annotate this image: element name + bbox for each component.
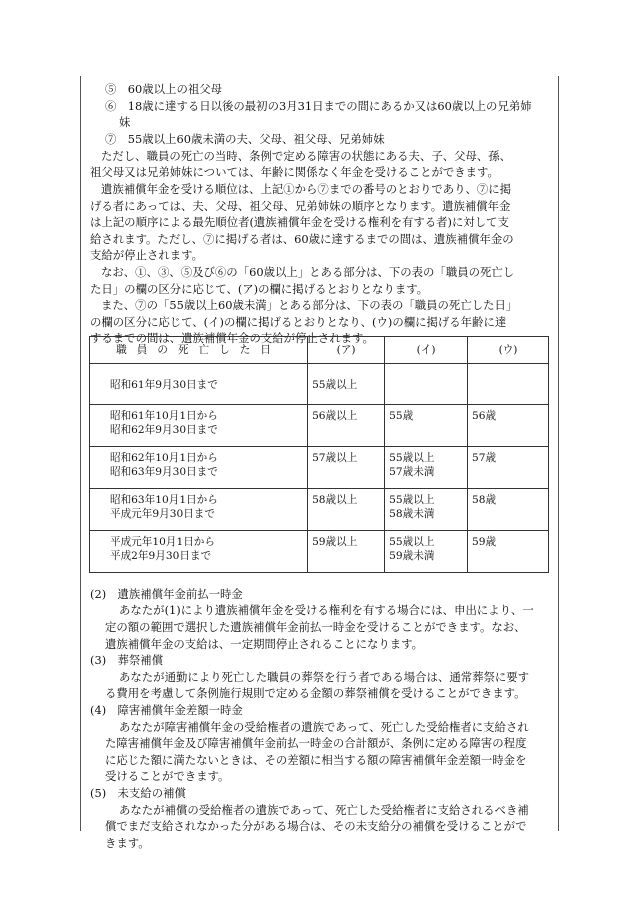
cell-date	[90, 531, 308, 573]
cell-date	[90, 489, 308, 531]
paragraph-line: なお、①、③、⑤及び⑥の「60歳以上」とある部分は、下の表の「職員の死亡し	[101, 265, 515, 279]
paragraph-line: するまでの間は、遺族補償年金の支給が停止されます。	[90, 331, 374, 345]
cell-date	[90, 364, 308, 405]
paragraph-line: 給されます。ただし、⑦に掲げる者は、60歳に達するまでの間は、遺族補償年金の	[90, 232, 514, 246]
paragraph-line: あなたが通勤により死亡した職員の葬祭を行う者である場合は、通常葬祭に要す	[119, 670, 530, 684]
cell-u: 57歳	[468, 447, 549, 489]
date-from: 平成元年10月1日から	[110, 536, 215, 548]
paragraph-line: の欄の区分に応じて、(イ)の欄に掲げるとおりとなり、(ウ)の欄に掲げる年齢に達	[90, 315, 507, 329]
cell-u: 56歳	[468, 405, 549, 447]
paragraph-line: あなたが(1)により遺族補償年金を受ける権利を有する場合には、申出により、一	[119, 603, 534, 617]
header-i: (イ)	[385, 337, 468, 364]
section-heading-2: (2) 遺族補償年金前払一時金	[90, 587, 243, 601]
paragraph-line: きます。	[105, 836, 150, 850]
paragraph-line: 償でまだ支給されなかった分がある場合は、その未支給分の補償を受けることがで	[105, 819, 527, 833]
list-item-6: ⑥ 18歳に達する日以後の最初の3月31日までの間にあるか又は60歳以上の兄弟姉	[105, 99, 532, 113]
table-row	[90, 489, 549, 531]
paragraph-line: る費用を考慮して条例施行規則で定める金額の葬祭補償を受けることができます。	[105, 686, 526, 700]
date-to: 平成元年9月30日まで	[110, 508, 215, 520]
paragraph-line: 遺族補償年金を受ける順位は、上記①から⑦までの番号のとおりであり、⑦に掲	[101, 182, 512, 196]
paragraph-line: た障害補償年金及び障害補償年金前払一時金の合計額が、条例に定める障害の程度	[105, 736, 527, 750]
paragraph-line: 支給が停止されます。	[90, 248, 203, 262]
paragraph-line: 祖父母又は兄弟姉妹については、年齢に関係なく年金を受けることができます。	[90, 165, 499, 179]
section-heading-3: (3) 葬祭補償	[90, 653, 164, 667]
right-border-line	[558, 76, 559, 831]
cell-i-line2: 57歳未満	[389, 466, 435, 478]
paragraph-line: に応じた額に満たないときは、その差額に相当する額の障害補償年金差額一時金を	[105, 753, 527, 767]
date-from: 昭和61年9月30日まで	[110, 379, 218, 391]
paragraph-line: また、⑦の「55歳以上60歳未満」とある部分は、下の表の「職員の死亡した日」	[101, 298, 518, 312]
cell-i-line1: 55歳以上	[389, 452, 435, 464]
cell-u: 58歳	[468, 489, 549, 531]
date-to: 昭和63年9月30日まで	[110, 466, 218, 478]
table-row	[90, 447, 549, 489]
paragraph-line: 受けることができます。	[105, 769, 230, 783]
cell-a: 59歳以上	[308, 531, 385, 573]
cell-i-line2: 59歳未満	[389, 550, 435, 562]
cell-u	[468, 364, 549, 405]
cell-date	[90, 447, 308, 489]
cell-a: 55歳以上	[308, 364, 385, 405]
list-item-5: ⑤ 60歳以上の祖父母	[105, 82, 223, 96]
cell-i-line2: 58歳未満	[389, 508, 435, 520]
paragraph-line: あなたが障害補償年金の受給権者の遺族であって、死亡した受給権者に支給され	[119, 720, 529, 734]
paragraph-line: げる者にあっては、夫、父母、祖父母、兄弟姉妹の順序となります。遺族補償年金	[90, 199, 511, 213]
cell-i	[385, 531, 468, 573]
date-from: 昭和62年10月1日から	[110, 452, 218, 464]
date-to: 昭和62年9月30日まで	[110, 424, 218, 436]
date-from: 昭和63年10月1日から	[110, 494, 218, 506]
paragraph-line: は上記の順序による最先順位者(遺族補償年金を受ける権利を有する者)に対して支	[90, 215, 509, 229]
date-to: 平成2年9月30日まで	[110, 550, 212, 562]
paragraph-line: あなたが補償の受給権者の遺族であって、死亡した受給権者に支給されるべき補	[119, 803, 529, 817]
cell-i	[385, 405, 468, 447]
cell-a: 58歳以上	[308, 489, 385, 531]
table-row	[90, 531, 549, 573]
table-row	[90, 405, 549, 447]
header-u: (ウ)	[468, 337, 549, 364]
cell-i	[385, 447, 468, 489]
cell-a: 56歳以上	[308, 405, 385, 447]
cell-date	[90, 405, 308, 447]
section-heading-5: (5) 未支給の補償	[90, 786, 186, 800]
section-heading-4: (4) 障害補償年金差額一時金	[90, 703, 243, 717]
header-a: (ア)	[308, 337, 385, 364]
cell-i-line1: 55歳以上	[389, 536, 435, 548]
cell-u: 59歳	[468, 531, 549, 573]
cell-i	[385, 364, 468, 405]
paragraph-line: た日」の欄の区分に応じて、(ア)の欄に掲げるとおりとなります。	[90, 282, 429, 296]
left-border-line	[80, 76, 81, 831]
cell-i	[385, 489, 468, 531]
cell-i-line1: 55歳	[389, 410, 414, 422]
pension-age-table	[89, 336, 549, 573]
header-death-date: 職員の死亡した日	[90, 337, 308, 364]
paragraph-line: 遺族補償年金の支給は、一定期間停止されることになります。	[105, 637, 424, 651]
list-item-7: ⑦ 55歳以上60歳未満の夫、父母、祖父母、兄弟姉妹	[105, 132, 385, 146]
paragraph-line: ただし、職員の死亡の当時、条例で定める障害の状態にある夫、子、父母、孫、	[101, 149, 512, 163]
cell-a: 57歳以上	[308, 447, 385, 489]
date-from: 昭和61年10月1日から	[110, 410, 218, 422]
table-header-row	[90, 337, 549, 364]
list-item-6-cont: 妹	[119, 115, 131, 129]
paragraph-line: 定の額の範囲で選択した遺族補償年金前払一時金を受けることができます。なお、	[105, 620, 526, 634]
cell-i-line1: 55歳以上	[389, 494, 435, 506]
table-row	[90, 364, 549, 405]
